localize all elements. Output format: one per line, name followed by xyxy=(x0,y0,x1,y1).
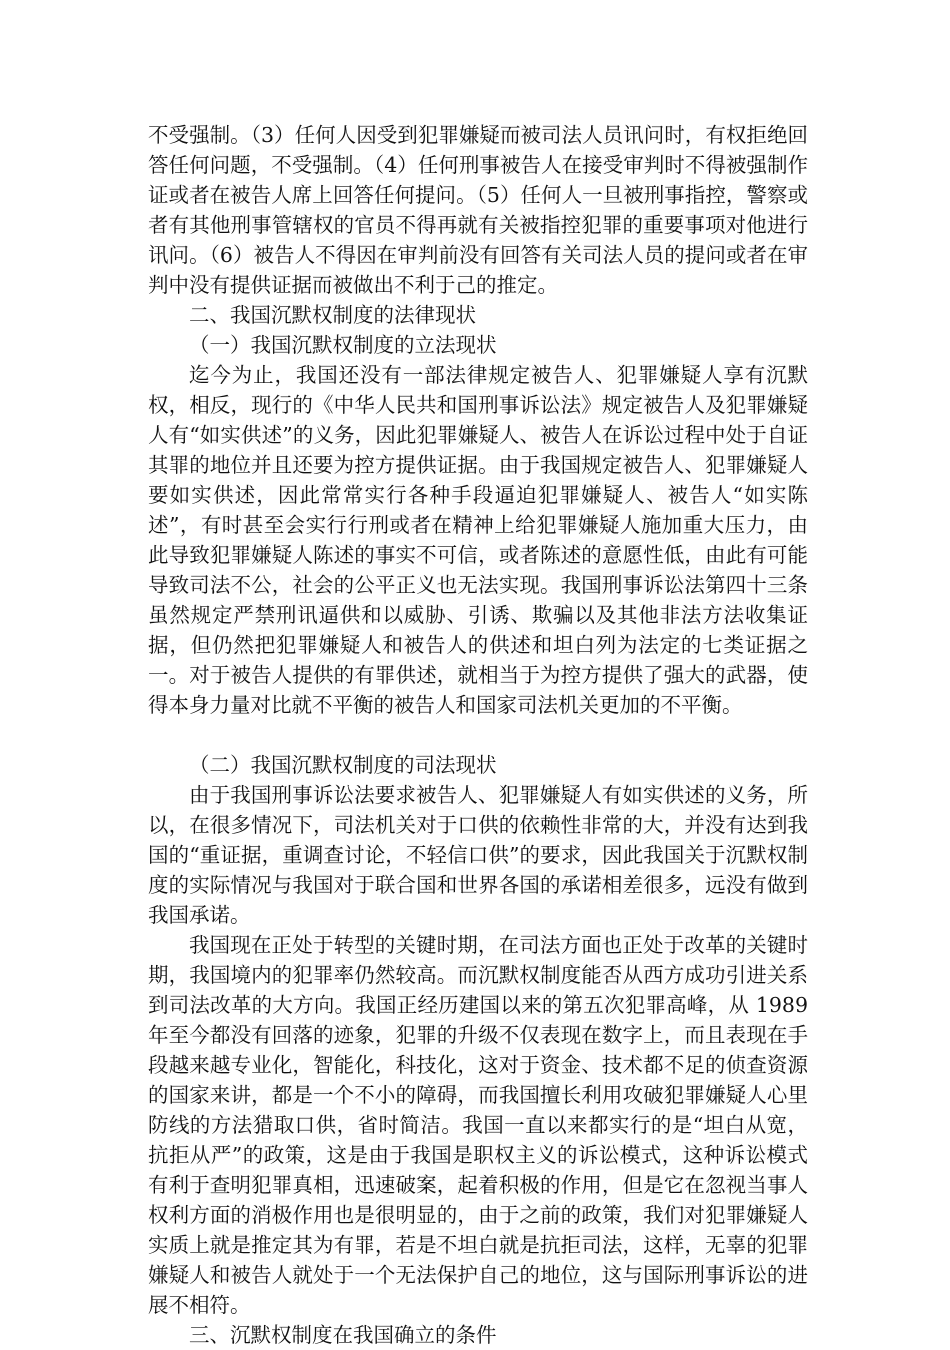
paragraph-rights-list: 不受强制。（3）任何人因受到犯罪嫌疑而被司法人员讯问时，有权拒绝回答任何问题，不受强制。（4）任何刑事被告人在接受审判时不得被强制作证或者在被告人席上回答任何提问。（5）任何人一旦被刑事指控，警察或者有其他刑事管辖权的官员不得再就有关被指控犯罪的重要事项对他进行讯问。（6）被告人不得因在审判前没有回答有关司法人员的提问或者在审判中没有提供证据而被做出不利于己的推定。 xyxy=(148,123,808,297)
subsection-heading-2-1: （一）我国沉默权制度的立法现状 xyxy=(189,333,497,357)
paragraph-spacer xyxy=(148,720,808,750)
subsection-heading-2-2: （二）我国沉默权制度的司法现状 xyxy=(189,753,497,777)
paragraph-legislation-status: 迄今为止，我国还没有一部法律规定被告人、犯罪嫌疑人享有沉默权，相反，现行的《中华人民共和国刑事诉讼法》规定被告人及犯罪嫌疑人有“如实供述”的义务，因此犯罪嫌疑人、被告人在诉讼过程中处于自证其罪的地位并且还要为控方提供证据。由于我国规定被告人、犯罪嫌疑人要如实供述，因此常常实行各种手段逼迫犯罪嫌疑人、被告人“如实陈述”，有时甚至会实行行刑或者在精神上给犯罪嫌疑人施加重大压力，由此导致犯罪嫌疑人陈述的事实不可信，或者陈述的意愿性低，由此有可能导致司法不公，社会的公平正义也无法实现。我国刑事诉讼法第四十三条虽然规定严禁刑讯逼供和以威胁、引诱、欺骗以及其他非法方法收集证据，但仍然把犯罪嫌疑人和被告人的供述和坦白列为法定的七类证据之一。对于被告人提供的有罪供述，就相当于为控方提供了强大的武器，使得本身力量对比就不平衡的被告人和国家司法机关更加的不平衡。 xyxy=(148,363,808,717)
section-heading-2: 二、我国沉默权制度的法律现状 xyxy=(189,303,476,327)
document-body xyxy=(148,120,808,1350)
section-heading-3: 三、沉默权制度在我国确立的条件 xyxy=(189,1323,497,1347)
paragraph-transition-period: 我国现在正处于转型的关键时期，在司法方面也正处于改革的关键时期，我国境内的犯罪率仍然较高。而沉默权制度能否从西方成功引进关系到司法改革的大方向。我国正经历建国以来的第五次犯罪高峰，从 1989 年至今都没有回落的迹象，犯罪的升级不仅表现在数字上，而且表现在手段越来越专业化，智能化，科技化，这对于资金、技术都不足的侦查资源的国家来讲，都是一个不小的障碍，而我国擅长利用攻破犯罪嫌疑人心里防线的方法猎取口供，省时简洁。我国一直以来都实行的是“坦白从宽，抗拒从严”的政策，这是由于我国是职权主义的诉讼模式，这种诉讼模式有利于查明犯罪真相，迅速破案，起着积极的作用，但是它在忽视当事人权利方面的消极作用也是很明显的，由于之前的政策，我们对犯罪嫌疑人实质上就是推定其为有罪，若是不坦白就是抗拒司法，这样，无辜的犯罪嫌疑人和被告人就处于一个无法保护自己的地位，这与国际刑事诉讼的进展不相符。 xyxy=(148,933,808,1317)
paragraph-judicial-status: 由于我国刑事诉讼法要求被告人、犯罪嫌疑人有如实供述的义务，所以，在很多情况下，司法机关对于口供的依赖性非常的大，并没有达到我国的“重证据，重调查讨论，不轻信口供”的要求，因此我国关于沉默权制度的实际情况与我国对于联合国和世界各国的承诺相差很多，远没有做到我国承诺。 xyxy=(148,783,808,927)
